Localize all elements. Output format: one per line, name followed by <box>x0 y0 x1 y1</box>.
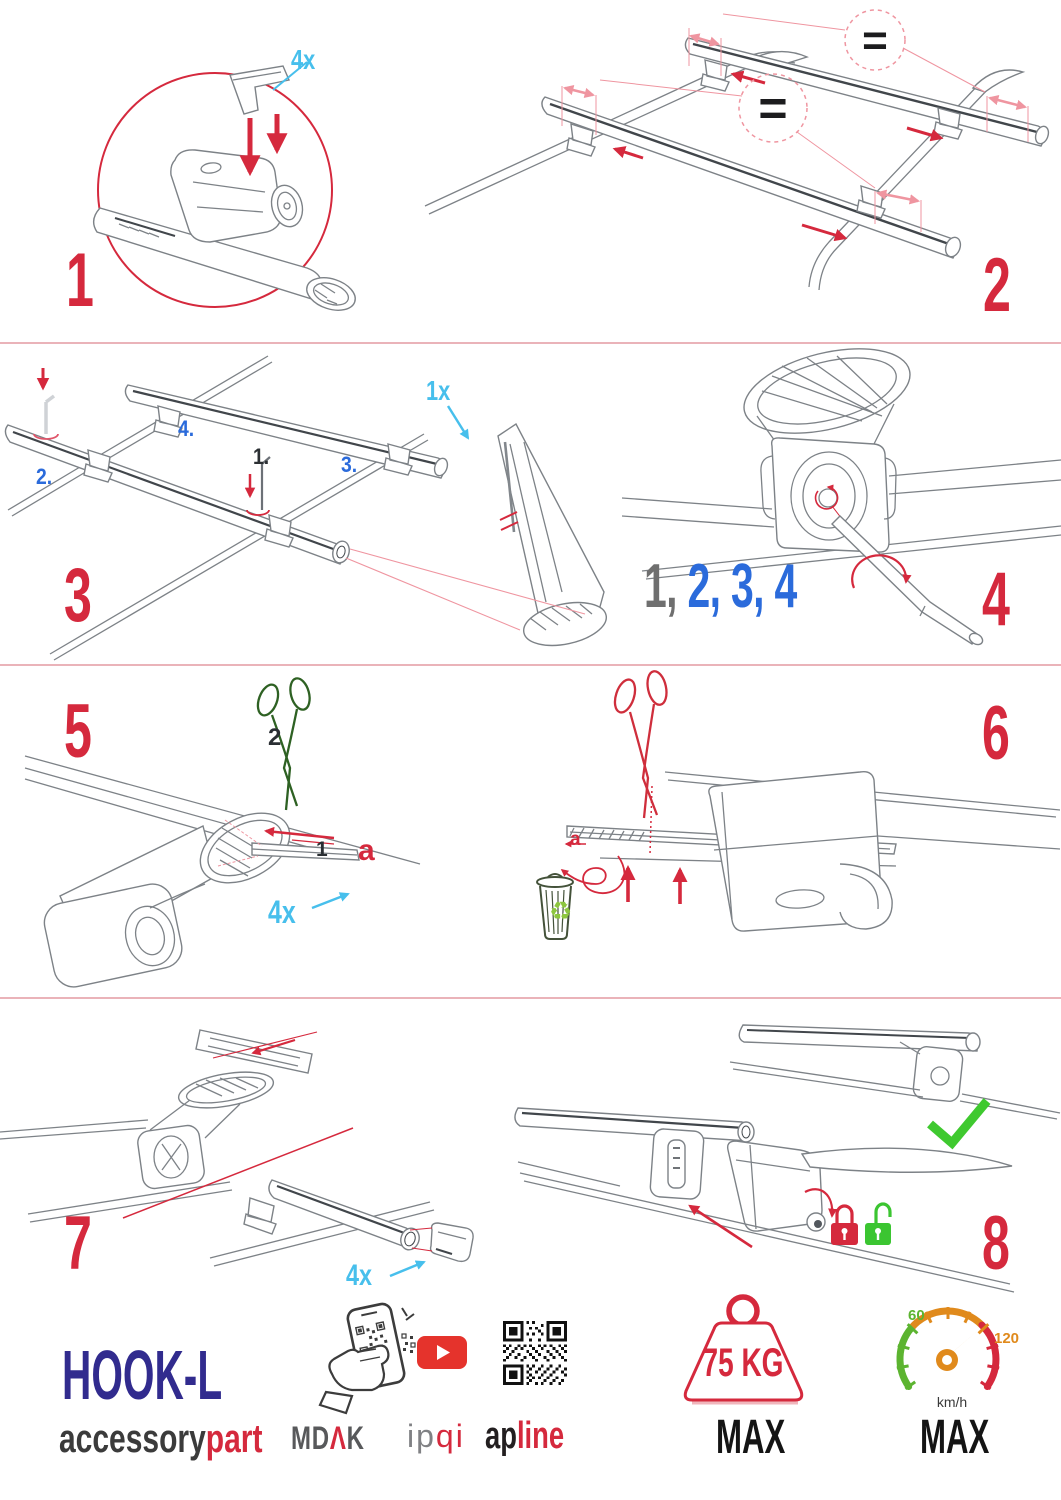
bar-cross-section-with-key <box>498 424 610 652</box>
ipqi-part1: ip <box>407 1418 436 1454</box>
step-number-1: 1 <box>66 238 93 323</box>
mdak-lambda: Λ <box>329 1420 347 1456</box>
scissors-icon <box>611 670 669 818</box>
clamp-housing <box>761 438 896 558</box>
substep-label-3: 3. <box>341 452 358 477</box>
max-weight-icon <box>672 1290 822 1415</box>
mdak-part3: K <box>346 1420 365 1456</box>
quantity-label-4x: 4x <box>291 44 316 75</box>
step-number-7: 7 <box>64 1201 91 1286</box>
qr-code <box>503 1321 567 1385</box>
apline-part1: ap <box>485 1415 517 1457</box>
step6-cut-strip-illustration <box>500 668 1061 998</box>
allen-key <box>832 516 985 647</box>
equal-sign: = <box>758 80 788 136</box>
section-divider-1 <box>0 342 1061 344</box>
rear-crossbar <box>125 385 449 478</box>
edge-a-label: a <box>570 829 581 850</box>
quantity-label-4x: 4x <box>268 894 296 930</box>
speed-unit-label: km/h <box>936 1394 968 1410</box>
step-number-4: 4 <box>982 557 1009 642</box>
gauge-low-tick-label: 60 <box>908 1307 925 1324</box>
quantity-label-4x: 4x <box>346 1259 373 1292</box>
foot-pad-and-clamp <box>0 1066 276 1222</box>
brand-suffix: part <box>205 1417 263 1461</box>
rear-left-foot <box>701 60 729 91</box>
weight-max-label: MAX <box>716 1411 786 1464</box>
cut-step-label: 2 <box>268 724 282 751</box>
weight-limit-value: 75 KG <box>702 1341 784 1386</box>
edge-a-label: a <box>358 834 375 867</box>
foot-clamp-body <box>171 150 307 242</box>
checkmark-icon <box>930 1101 987 1143</box>
step-number-5: 5 <box>64 689 91 774</box>
lock-open-icon <box>865 1204 891 1245</box>
gauge-high-tick-label: 120 <box>994 1330 1020 1347</box>
front-crossbar <box>5 425 351 565</box>
qty-leader-line <box>390 1262 424 1276</box>
quantity-label-1x: 1x <box>426 375 451 406</box>
step2-alignment-illustration <box>425 0 1061 340</box>
scissors-icon <box>254 676 313 810</box>
logo-apline <box>485 1417 564 1455</box>
step-number-8: 8 <box>982 1201 1009 1286</box>
youtube-icon <box>417 1336 467 1369</box>
substep-label-4: 4. <box>178 416 195 441</box>
qty-leader-line <box>448 406 468 438</box>
sequence-todo-part: 2, 3, 4 <box>687 552 797 621</box>
scan-qr-phone-icon <box>318 1300 418 1415</box>
insert-bracket-part <box>230 66 289 114</box>
mdak-part1: MD <box>291 1420 330 1456</box>
step-number-3: 3 <box>64 553 91 638</box>
speed-max-label: MAX <box>920 1411 990 1464</box>
lock-closed-icon <box>831 1206 858 1245</box>
strip-step-label: 1 <box>316 838 328 861</box>
product-name: HOOK-L <box>62 1336 223 1414</box>
ipqi-part2: qi <box>435 1418 465 1454</box>
logo-ipqi <box>407 1420 465 1452</box>
speedometer-icon <box>888 1293 1022 1415</box>
step-number-6: 6 <box>982 691 1009 776</box>
substep-sequence <box>644 552 797 621</box>
brand-prefix: accessory <box>59 1417 206 1461</box>
locked-assembly-ok <box>730 1025 1060 1119</box>
push-up-arrows <box>628 868 680 904</box>
equal-spacing-badge-top <box>845 10 905 70</box>
step-number-2: 2 <box>983 243 1010 328</box>
section-divider-2 <box>0 664 1061 666</box>
substep-label-1: 1. <box>253 444 270 469</box>
foot-top-pad <box>735 334 918 449</box>
equal-sign: = <box>862 16 888 65</box>
logo-mdak <box>291 1422 365 1454</box>
turn-knob-hint <box>34 368 58 439</box>
front-crossbar <box>542 97 963 259</box>
bar-slot-top-view <box>196 1030 317 1073</box>
step8-lock-illustration <box>500 1000 1061 1298</box>
brand-logo-accessorypart <box>59 1419 262 1459</box>
step3-assembly-illustration <box>0 352 620 658</box>
substep-label-2: 2. <box>36 464 53 489</box>
sequence-done-part: 1, <box>644 552 688 621</box>
equal-spacing-badge-mid <box>739 74 807 142</box>
qty-leader-line <box>312 894 348 908</box>
apline-part2: line <box>516 1415 565 1457</box>
recycle-icon: ♻ <box>549 896 573 926</box>
endcap-insert-view <box>210 1180 473 1266</box>
